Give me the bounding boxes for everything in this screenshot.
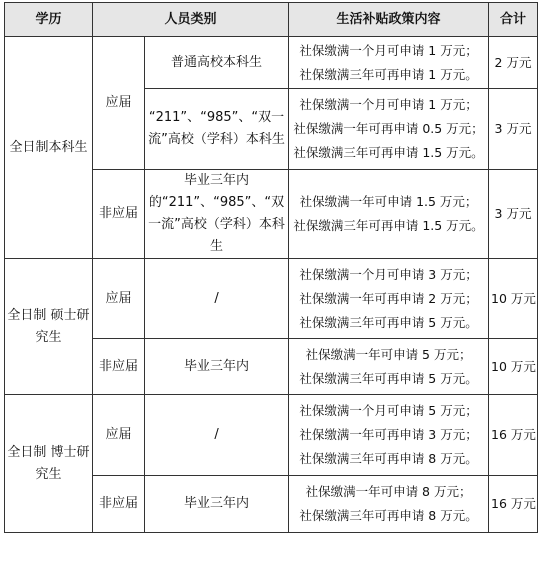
header-total: 合计 bbox=[489, 3, 538, 37]
policy-cell bbox=[289, 476, 489, 533]
category-cell: “211”、“985”、“双一流”高校（学科）本科生 bbox=[145, 89, 289, 170]
table-row bbox=[5, 395, 538, 476]
subsidy-policy-table bbox=[4, 2, 538, 533]
policy-line: 社保缴满三年可再申请 1.5 万元。 bbox=[293, 218, 484, 233]
nonfresh-label: 非应届 bbox=[93, 170, 145, 259]
policy-cell bbox=[289, 339, 489, 395]
header-row bbox=[5, 3, 538, 37]
policy-cell bbox=[289, 37, 489, 89]
category-cell: / bbox=[145, 259, 289, 339]
category-cell: / bbox=[145, 395, 289, 476]
edu-master: 全日制 硕士研究生 bbox=[5, 259, 93, 395]
policy-line: 社保缴满一年可再申请 0.5 万元； bbox=[293, 121, 484, 136]
fresh-label: 应届 bbox=[93, 259, 145, 339]
policy-line: 社保缴满一年可申请 1.5 万元； bbox=[299, 194, 478, 209]
policy-line: 社保缴满三年可再申请 1 万元。 bbox=[299, 66, 478, 82]
policy-line: 社保缴满一个月可申请 1 万元； bbox=[299, 97, 478, 112]
edu-bachelor: 全日制本科生 bbox=[5, 37, 93, 259]
policy-cell bbox=[289, 259, 489, 339]
total-cell: 16 万元 bbox=[489, 395, 538, 476]
fresh-label: 应届 bbox=[93, 37, 145, 170]
header-edu: 学历 bbox=[5, 3, 93, 37]
category-cell: 毕业三年内 bbox=[145, 476, 289, 533]
policy-line: 社保缴满一年可申请 8 万元； bbox=[305, 484, 472, 499]
policy-cell bbox=[289, 170, 489, 259]
policy-cell bbox=[289, 395, 489, 476]
total-cell: 10 万元 bbox=[489, 259, 538, 339]
total-cell: 16 万元 bbox=[489, 476, 538, 533]
policy-line: 社保缴满一个月可申请 1 万元； bbox=[299, 42, 478, 58]
total-cell: 2 万元 bbox=[489, 37, 538, 89]
policy-line: 社保缴满三年可再申请 8 万元。 bbox=[299, 451, 478, 466]
total-cell: 10 万元 bbox=[489, 339, 538, 395]
total-cell: 3 万元 bbox=[489, 89, 538, 170]
policy-line: 社保缴满三年可再申请 5 万元。 bbox=[299, 314, 478, 330]
total-cell: 3 万元 bbox=[489, 170, 538, 259]
policy-line: 社保缴满三年可再申请 5 万元。 bbox=[299, 370, 478, 386]
category-cell: 毕业三年内的“211”、“985”、“双一流”高校（学科）本科生 bbox=[145, 170, 289, 259]
nonfresh-label: 非应届 bbox=[93, 339, 145, 395]
category-cell: 毕业三年内 bbox=[145, 339, 289, 395]
policy-line: 社保缴满一个月可申请 5 万元； bbox=[299, 403, 478, 418]
table-row bbox=[5, 37, 538, 89]
header-category: 人员类别 bbox=[93, 3, 289, 37]
policy-line: 社保缴满一个月可申请 3 万元； bbox=[299, 266, 478, 282]
policy-line: 社保缴满一年可再申请 3 万元； bbox=[299, 427, 478, 442]
category-cell: 普通高校本科生 bbox=[145, 37, 289, 89]
policy-line: 社保缴满一年可申请 5 万元； bbox=[305, 346, 472, 362]
header-policy: 生活补贴政策内容 bbox=[289, 3, 489, 37]
table-row bbox=[5, 259, 538, 339]
nonfresh-label: 非应届 bbox=[93, 476, 145, 533]
policy-line: 社保缴满一年可再申请 2 万元； bbox=[299, 290, 478, 306]
edu-doctor: 全日制 博士研究生 bbox=[5, 395, 93, 533]
policy-line: 社保缴满三年可再申请 1.5 万元。 bbox=[293, 145, 484, 160]
policy-cell bbox=[289, 89, 489, 170]
policy-line: 社保缴满三年可再申请 8 万元。 bbox=[299, 508, 478, 523]
fresh-label: 应届 bbox=[93, 395, 145, 476]
